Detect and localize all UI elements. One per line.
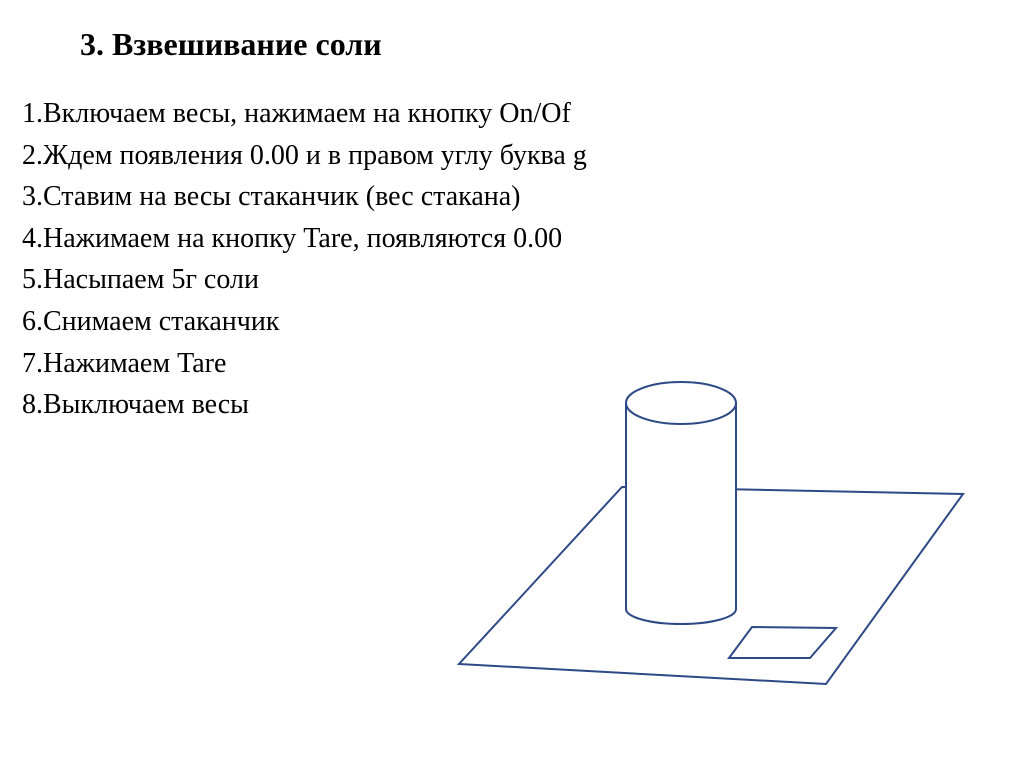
cup-top-shape (626, 382, 736, 424)
slide-title: 3. Взвешивание соли (80, 26, 382, 62)
step-item: 7.Нажимаем Tare (22, 347, 227, 379)
scale-display-shape (729, 627, 836, 658)
step-item: 6.Снимаем стаканчик (22, 305, 280, 337)
cup-body-shape (626, 403, 736, 624)
step-item: 5.Насыпаем 5г соли (22, 264, 259, 296)
steps-list (22, 93, 587, 426)
step-item: 2.Ждем появления 0.00 и в правом углу буква g (22, 139, 587, 171)
step-item: 1.Включаем весы, нажимаем на кнопку On/Of (22, 98, 571, 129)
scale-platform-shape (459, 487, 963, 684)
step-item: 3.Ставим на весы стаканчик (вес стакана) (22, 181, 521, 213)
step-item: 4.Нажимаем на кнопку Tare, появляются 0.00 (22, 222, 563, 254)
step-item: 8.Выключаем весы (22, 389, 249, 421)
